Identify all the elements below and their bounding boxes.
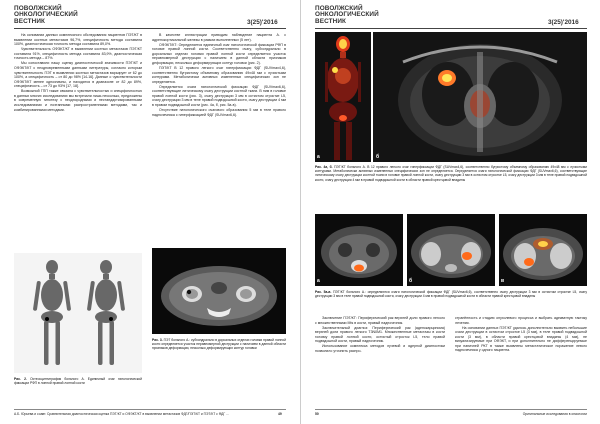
pet-whole-body-image (315, 32, 371, 162)
issue-number: 3(25)'2016 (247, 19, 278, 26)
footer-section: Оригинальные исследования в онкологии (522, 412, 587, 416)
paragraph: Использование комплекса методов лучевой и ядерной диагностики позволило уточнить распро- (315, 344, 445, 354)
footer-rule (14, 409, 286, 410)
journal-title-line: ПОВОЛЖСКИЙ (14, 5, 62, 12)
paragraph: На основании данных ПЭТ/КТ удалось дополнительно выявить небольшие очаги деструкции в остистом отростке L5 (3 мм), в теле правой подвздошной кости (3 мм), в области правой крестцовой впадины (4 мм), не визуализируемые при ОФЭКТ, и при дополнительно не дифференцируемые при напичней РКТ в также выявлены метастатическое поражение левого надпочечника у одного пациента. (455, 325, 587, 353)
figure-letter-c: в (501, 278, 505, 284)
caption-label: Рис. 3. (152, 338, 163, 342)
page-number: 49 (278, 412, 282, 416)
right-page (300, 0, 600, 424)
journal-title-line: ВЕСТНИК (14, 17, 46, 25)
pet-ct-axial-image-c (499, 214, 587, 286)
paragraph: В качестве иллюстрации приводим наблюдение пациента А. с адренокортикальной железы в рамках выполненных (5 лет). (152, 33, 286, 42)
bone-scintigraphy-image (14, 253, 142, 373)
caption-label: Рис. 5а-в. (315, 290, 332, 294)
left-page-column-1 (14, 33, 142, 249)
paragraph: Определяется очаги патологической фиксации ФДГ (SUVmax6,6), соответствующие литическому очагу деструкции костной ткани. В ним в головке правой лонной кости (рис. 3), очагу деструкции 3 мм в остистом отростке L5, очагу деструкции 3 мм в теле правой подвздошной кости, очагу деструкции 4 мм в правом подвздошной кости (рис. 4а, б, рис. 5а-в). (152, 84, 286, 107)
header-rule (315, 28, 587, 29)
paragraph: ОФЭКТ/КТ: Определяется единичный очаг патологической фиксации РФП в головке правой лонной кости. Соответственно очагу, субхондрально в дорсальных отделах головки правой лонной кости определяется участок неравномерной деструкции с наличием в данной области признаков деформации, несколько деформирующих контур головки (рис. 2). (152, 42, 286, 65)
journal-title-line: ПОВОЛЖСКИЙ (315, 5, 363, 12)
pet-ct-thorax-image (373, 32, 587, 162)
left-page-column-2 (152, 33, 286, 243)
footer-rule (315, 409, 587, 410)
paragraph: ПЭТ/КТ В 12 правого легкого очаг гиперфиксации ФДГ (SUVmax4,6), соответственно бугристому объемному образованию 49х48 мм с лучистыми контурами. Метаболически активных измененных специфических зон не определяется. (152, 66, 286, 84)
pet-mip (315, 32, 371, 162)
paragraph: Заключительный диагноз: Периферический рак (аденокарцинома) верхней доли правого легкого T3N0M1. Множественные метастазы в кости головку правой лонной кости, остистый отросток L5, тело правой подвздошной кости, правый надпочечник. (315, 325, 445, 344)
caption-label: Рис. 4а, б. (315, 165, 333, 169)
journal-title-line: ОНКОЛОГИЧЕСКИЙ (14, 11, 78, 19)
caption-text: ПЭТ больного А.: субхондрально в дорсальных отделах головки правой лонной кости определяется участок неравномерной деструкции с наличием в данной области признаков деформации, несколько деформирующих контур головки (152, 338, 286, 351)
ct-scan-image (152, 248, 286, 334)
ct-pelvis-slice (152, 248, 286, 334)
caption-text: ПЭТ/КТ больного А.: определяются очаги патологической фиксации ФДГ (SUVmax6,6), соответственно очагу деструкции 3 мм в остистом отростке L5, очагу деструкции 3 мм в теле правой подвздошной кости, очагу деструкции 4 мм в правой подвздошной кости в области правой крестцовой впадины (315, 290, 587, 299)
pet-ct-axial-image-a (315, 214, 403, 286)
pet-ct-fused-coronal (373, 32, 587, 162)
caption-text: ПЭТ/КТ больного А. В 12 правого легкого очаг гиперфиксации ФДГ (SUVmax4,6), соответственно бугристому объемному образованию 49х48 мм с лучистыми контурами. Метаболически активных измененных специфических зон не определяется. Определяется очаги патологической фиксации ФДГ (SUVmax6,6), соответствующие литическому очагу деструкции костной ткани в головке правой лонной кости, очагу деструкции 3 мм в остистом отростке L5, очагу деструкции 3 мм в теле правой подвздошной кости, очагу деструкции 4 мм в правой подвздошной кости в области правой крестцовой впадины (315, 165, 587, 182)
pet-ct-axial-image-b (407, 214, 495, 286)
header-rule (14, 28, 286, 29)
figure-letter-b: б (409, 278, 413, 284)
figure-letter-a: a (317, 154, 320, 160)
issue-number: 3(25)'2016 (548, 19, 579, 26)
journal-title (315, 6, 379, 25)
pet-ct-axial-a (315, 214, 403, 286)
pet-ct-axial-c (499, 214, 587, 286)
figure-5-caption (315, 290, 587, 312)
journal-title-line: ВЕСТНИК (315, 17, 347, 25)
caption-text: Остеосцинтиграфия больного А. Единичный очаг патологической фиксации РФП в лонной правой лонной кости (14, 377, 142, 386)
paragraph: Заключение ПЭТ/КТ: Периферический рак верхней доли правого легкого с множественными Mts в кости, правый надпочечник. (315, 316, 445, 325)
right-page-column-1 (315, 316, 445, 406)
pet-ct-axial-b (407, 214, 495, 286)
bone-scan-silhouettes (14, 253, 142, 373)
paragraph: Отсутствие патологического очагового образования 5 мм в теле правого надпочечника с гиперфиксацией ФДГ (SUVmax6,6). (152, 108, 286, 117)
figure-letter-a: а (317, 278, 320, 284)
paragraph: На основании данных комплексного обследования пациентов ПЭТ/КТ в выявлении костных метастазов 96,7%, специфичность метода составила 100%, диагностическая точность метода составила 89,0%. (14, 33, 142, 47)
paragraph: Возможной ГПП также связана с чувствительностью и специфичностью в данных многих исследованиях мы встречали лишь несколько, предложены в современную гипотезу с неоднородными и нестандартизированными исследованиями и поэтапными распространенными методами, так и комбинированными методами. (14, 89, 142, 112)
paragraph: Чувствительность ОФЭКТ/КТ в выявлении костных метастазов ПЭТ/КТ составила 91%, специфичность метода составила 83,9%, диагностическая точность метода – 87%. (14, 47, 142, 61)
caption-label: Рис. 2. (14, 377, 27, 381)
paragraph: Мы сопоставили нашу оценку диагностической значимости ПЭТ/КТ и ОФЭКТ/КТ с неодновременными данными литературы, согласно которым чувствительность ПЭТ в выявлении костных метастазов варьирует от 62 до 100%, а специфичность – от 80 до 98% [14-16]. Данные о чувствительности ОФЭКТ/КТ менее однозначны, и находятся в диапазоне от 82 до 89%, специфичность – от 73 до 93% [17, 18]. (14, 61, 142, 89)
page-number: 50 (315, 412, 319, 416)
journal-title (14, 6, 78, 25)
figure-3-caption (152, 338, 286, 386)
figure-letter-b: б (376, 154, 380, 160)
journal-title-line: ОНКОЛОГИЧЕСКИЙ (315, 11, 379, 19)
right-page-column-2 (455, 316, 587, 406)
footer-citation: А.Б. Юрьева и соавт. Сравнительная диагностическая оценка ПЭТ/КТ и ОФЭКТ/КТ в выявлении метастазов ФДГ/ПЭТ/КТ и ПЭТ/КТ с ФДГ ... (14, 412, 229, 416)
paragraph: странённость и стадию опухолевого процесса и выбрать адекватную тактику лечения. (455, 316, 587, 325)
figure-4-caption (315, 165, 587, 211)
figure-2-caption (14, 377, 142, 407)
